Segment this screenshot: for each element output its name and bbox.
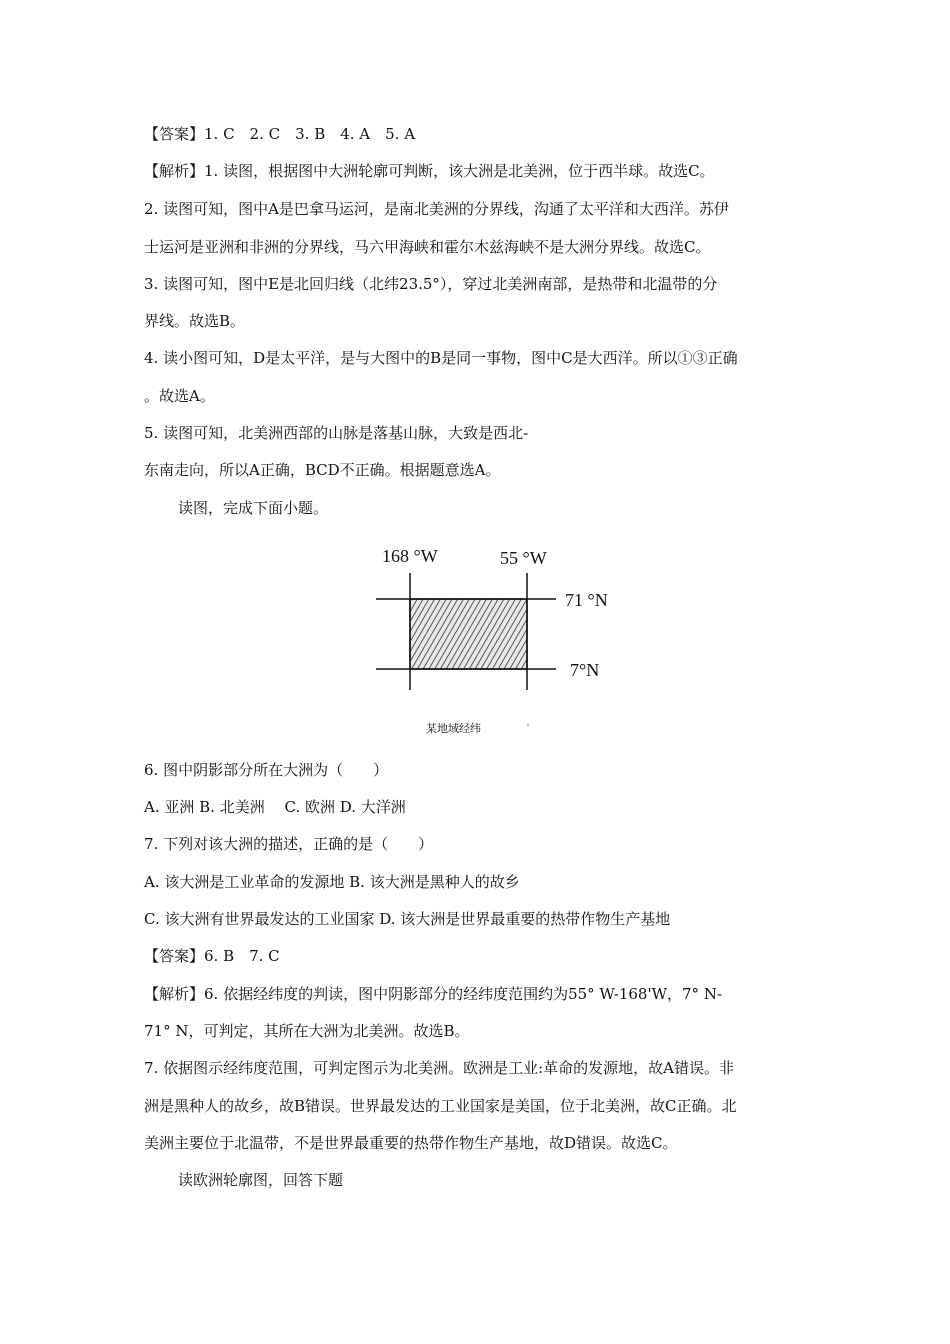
shaded-region (410, 599, 527, 669)
question-6: 6. 图中阴影部分所在大洲为（ ） (144, 761, 389, 779)
analysis-line-2: 2. 读图可知，图中A是巴拿马运河，是南北美洲的分界线，沟通了太平洋和大西洋。苏伊 (144, 200, 729, 218)
label-7n: 7°N (570, 660, 600, 680)
question-6-options: A. 亚洲 B. 北美洲 C. 欧洲 D. 大洋洲 (144, 798, 406, 816)
analysis2-line-2: 71° N，可判定，其所在大洲为北美洲。故选B。 (144, 1022, 470, 1040)
figure-caption: 某地域经纬 (426, 722, 481, 735)
label-168w: 168 °W (382, 546, 438, 566)
question-7: 7. 下列对该大洲的描述，正确的是（ ） (144, 835, 434, 853)
analysis-line-5: 界线。故选B。 (144, 312, 246, 330)
analysis-line-9: 东南走向，所以A正确，BCD不正确。根据题意选A。 (144, 461, 501, 479)
analysis-line-4: 3. 读图可知，图中E是北回归线（北纬23.5°），穿过北美洲南部，是热带和北温带的分 (144, 275, 718, 293)
analysis2-line-5: 美洲主要位于北温带，不是世界最重要的热带作物生产基地，故D错误。故选C。 (144, 1134, 678, 1152)
analysis2-line-4: 洲是黑种人的故乡，故B错误。世界最发达的工业国家是美国，位于北美洲，故C正确。北 (144, 1097, 737, 1115)
label-71n: 71 °N (565, 590, 608, 610)
question-7-options-ab: A. 该大洲是工业革命的发源地 B. 该大洲是黑种人的故乡 (144, 873, 520, 891)
analysis-line-6: 4. 读小图可知，D是太平洋，是与大图中的B是同一事物，图中C是大西洋。所以①③正确 (144, 349, 738, 367)
question-7-options-cd: C. 该大洲有世界最发达的工业国家 D. 该大洲是世界最重要的热带作物生产基地 (144, 910, 671, 928)
analysis2-line-1: 【解析】6. 依据经纬度的判读，图中阴影部分的经纬度范围约为55° W-168'W，7° N- (144, 985, 723, 1003)
analysis-line-3: 士运河是亚洲和非洲的分界线，马六甲海峡和霍尔木兹海峡不是大洲分界线。故选C。 (144, 238, 711, 256)
answer-line-1: 【答案】1. C 2. C 3. B 4. A 5. A (144, 125, 416, 143)
analysis-line-7: 。故选A。 (144, 387, 215, 405)
lat-long-grid (370, 540, 620, 740)
label-55w: 55 °W (500, 548, 547, 568)
analysis2-line-3: 7. 依据图示经纬度范围，可判定图示为北美洲。欧洲是工业:革命的发源地，故A错误。非 (144, 1059, 734, 1077)
prompt-read-figure: 读图，完成下面小题。 (178, 499, 329, 517)
analysis-line-1: 【解析】1. 读图，根据图中大洲轮廓可判断，该大洲是北美洲，位于西半球。故选C。 (144, 162, 715, 180)
lat-long-figure (370, 540, 620, 740)
answer-line-2: 【答案】6. B 7. C (144, 947, 280, 965)
analysis-line-8: 5. 读图可知，北美洲西部的山脉是落基山脉，大致是西北- (144, 424, 529, 442)
prompt-europe-map: 读欧洲轮廓图，回答下题 (178, 1171, 344, 1189)
